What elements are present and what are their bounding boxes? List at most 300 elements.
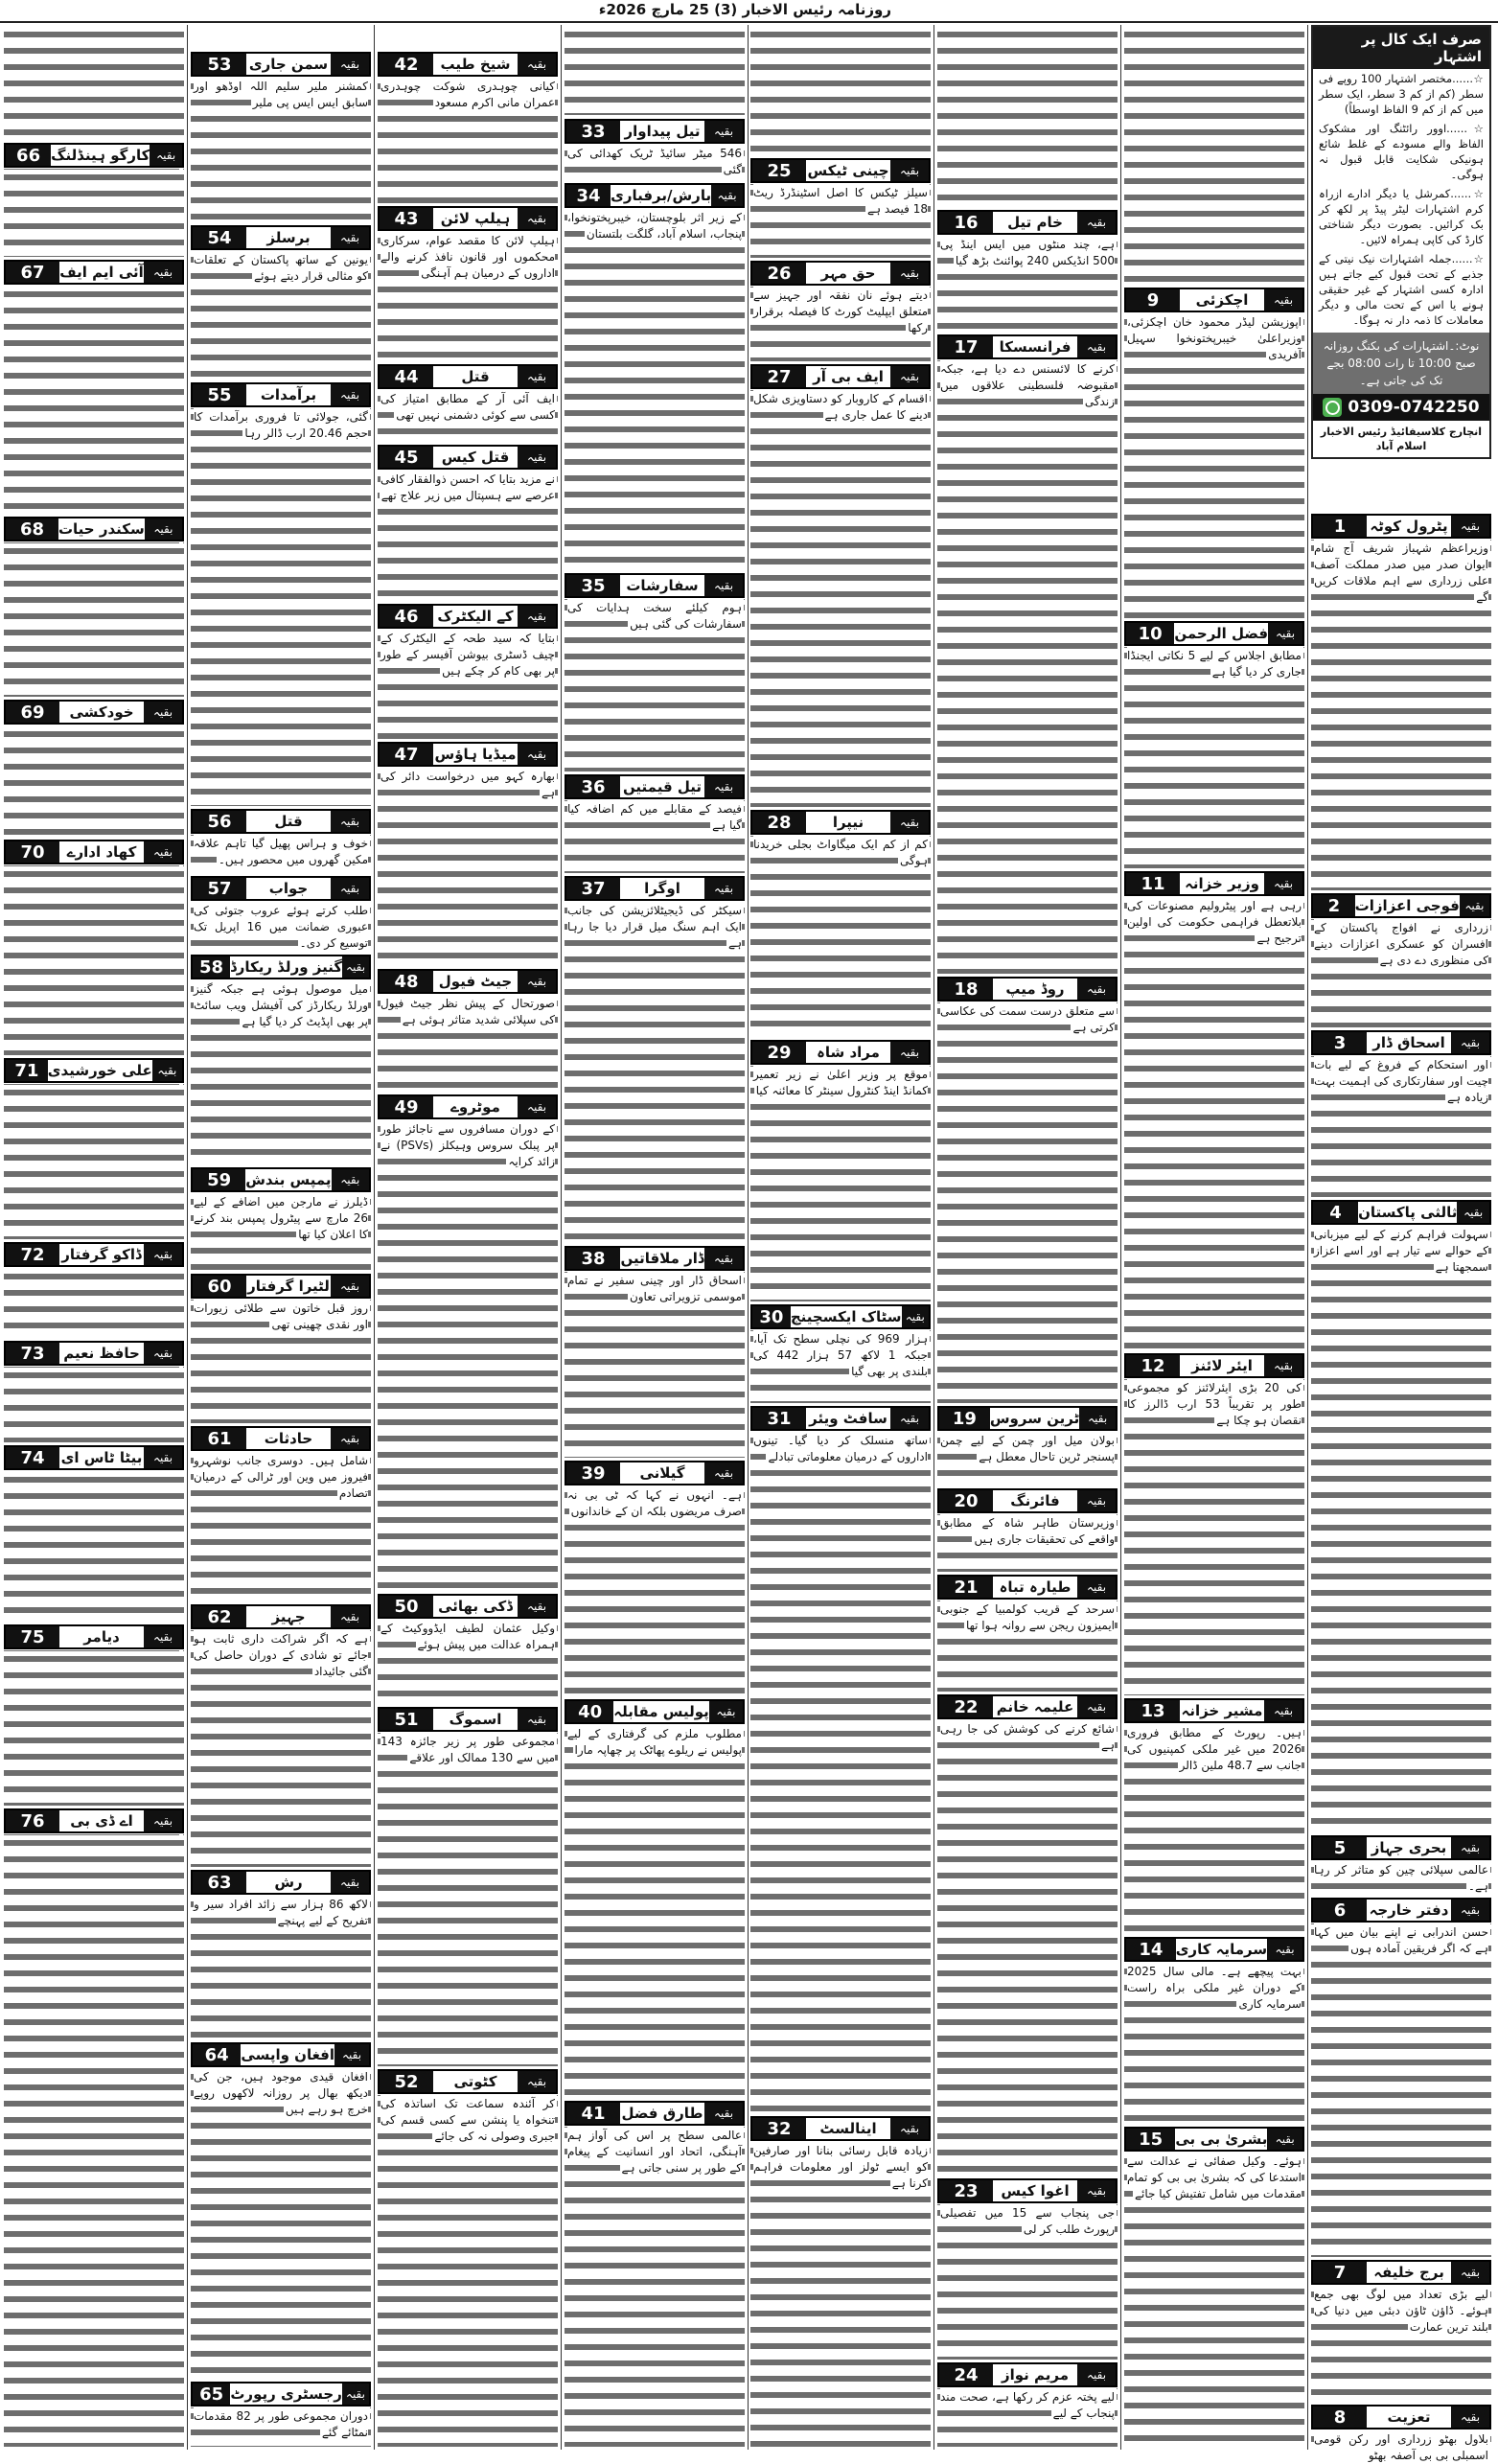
continued-label: بقیہ [1457,1202,1489,1223]
section-body [4,1834,184,2447]
column-divider [187,25,188,2450]
section-number: 23 [939,2180,993,2201]
continued-label: بقیہ [1267,1939,1302,1960]
continued-label: بقیہ [1268,623,1302,644]
section-body [4,1367,184,1442]
section-heading-bar [378,604,558,629]
news-continuation-section [191,382,371,806]
news-continuation-section [937,977,1118,1403]
continued-label: بقیہ [704,776,743,797]
section-body [565,2127,745,2447]
section-title: قتل کیس [441,449,510,466]
news-continuation-section [565,774,745,873]
section-body-text: شامل ہیں۔ دوسری جانب نوشہرو فیروز میں وین اور ٹرالی کے درمیان تصادم [194,1454,368,1500]
section-heading-bar [565,876,745,901]
section-number: 36 [566,776,620,797]
section-heading-bar [4,1341,184,1366]
section-title: گیلانی [639,1464,685,1482]
section-body [378,995,558,1092]
section-heading-bar [4,260,184,285]
section-title: اوگرا [644,880,680,897]
news-continuation-section [1311,514,1491,890]
section-body [750,836,931,1037]
section-body-text: بتایا کہ سید طحہ کے الیکٹرک کے چیف ڈسٹری بیوشن آفیسر کے طور پر بھی کام کر چکے ہیں [380,632,555,678]
section-title: موٹروے [450,1098,500,1116]
news-continuation-section [378,445,558,601]
section-body-text: وزیراعظم شہباز شریف آج شام ایوان صدر میں صدر مملکت آصف علی زرداری سے اہم ملاقات کریں گے [1314,541,1488,604]
section-body [1311,2430,1491,2462]
continued-label: بقیہ [704,878,743,899]
ad-footer: انچارج کلاسیفائیڈ رئیس الاخبار اسلام آباد [1320,426,1483,452]
continued-label: بقیہ [704,1462,743,1484]
classified-ad-box [1311,25,1491,459]
section-body [750,1330,931,1403]
news-continuation-section [378,2069,558,2447]
continued-label: بقیہ [342,956,369,978]
news-continuation-section [750,1040,931,1301]
section-body-text: ہیلپ لائن کا مقصد عوام، سرکاری محکموں اور قانون نافذ کرنے والے اداروں کے درمیان ہم آہنگی [380,234,555,280]
column-5 [565,25,745,2450]
continued-label: بقیہ [1077,1696,1116,1717]
news-continuation-section [750,261,931,361]
section-body [4,1650,184,1806]
section-title: بحری جہاز [1371,1839,1447,1856]
section-body-text: شائع کرنے کی کوشش کی جا رہی ہے [940,1722,1115,1752]
section-number: 24 [939,2364,993,2385]
section-heading-bar [937,210,1118,235]
section-heading-bar [378,1594,558,1619]
section-body [750,390,931,807]
section-body [378,232,558,361]
news-continuation-section [1124,2127,1304,2447]
continued-label: بقیہ [144,1447,182,1468]
section-heading-bar [1124,871,1304,896]
section-number: 45 [380,447,433,468]
section-number: 5 [1313,1837,1367,1858]
section-body [1124,1724,1304,1934]
section-heading-bar [378,445,558,470]
section-title: خام تیل [1007,214,1063,231]
section-body-text: عالمی سطح پر اس کی آواز ہم آہنگی، اتحاد اور انسانیت کے پیغام کے طور پر سنی جاتی ہے [567,2129,742,2175]
continued-label: بقیہ [144,1810,182,1831]
section-title: برج خلیفہ [1373,2264,1444,2281]
continued-text-block [750,27,931,154]
section-body-text: لیے پختہ عزم کر رکھا ہے، صحت مند پنجاب کے لیے [940,2390,1115,2420]
section-body [191,835,371,873]
ad-rule-item: ☆......کمرشل یا دیگر ادارے ازراہ کرم اشتہارات لیٹر پیڈ پر لکھ کر بک کرائیں۔ بصورت دیگر شناختی کارڈ کی کاپی ہمراہ لائیں۔ [1319,187,1484,246]
section-body-text: ایف آئی آر کے مطابق امتیاز کی کسی سے کوئی دشمنی نہیں تھی [380,392,555,422]
section-body [937,236,1118,332]
section-title: اینالسٹ [819,2120,877,2137]
section-body-text: ہوم کیلئے سخت ہدایات کی سفارشات کی گئی ہیں [567,601,742,631]
section-body-text: اسحاق ڈار اور چینی سفیر نے تمام موسمی تزویراتی تعاون [567,1274,742,1303]
section-title: علیمہ خانم [996,1698,1074,1716]
continued-label: بقیہ [1077,1490,1116,1511]
section-title: آئی ایم ایف [59,264,144,281]
section-number: 22 [939,1696,993,1717]
section-body [750,287,931,361]
section-number: 10 [1126,623,1174,644]
column-1 [1311,25,1491,2462]
news-continuation-section [4,840,184,1055]
news-continuation-section [4,1445,184,1622]
section-body [750,1066,931,1301]
section-title: برسلز [266,229,311,246]
section-number: 13 [1126,1700,1180,1721]
whatsapp-icon [1323,398,1342,417]
section-body [191,2068,371,2379]
section-number: 50 [380,1596,433,1617]
section-body [1124,1963,1304,2124]
section-number: 53 [193,54,246,75]
column-divider [374,25,375,2450]
news-continuation-section [4,1341,184,1442]
section-heading-bar [565,774,745,799]
continued-label: بقیہ [331,54,369,75]
section-body [565,1725,745,2098]
continued-label: بقیہ [1264,1700,1302,1721]
section-body [937,1720,1118,2176]
continued-label: بقیہ [1077,979,1116,1000]
continued-label: بقیہ [890,1408,929,1429]
section-body-text: دوران مجموعی طور پر 82 مقدمات نمٹائے گئے [194,2409,368,2439]
continued-label: بقیہ [518,2071,556,2092]
section-body-text: نے مزید بتایا کہ احسن ذوالفقار کافی عرصے سے ہسپتال میں زیر علاج تھے [380,472,555,502]
news-continuation-section [191,2042,371,2379]
news-continuation-section [378,604,558,739]
section-body [1124,313,1304,618]
section-title: اغوا کیس [1001,2182,1070,2199]
section-number: 63 [193,1872,246,1893]
news-continuation-section [191,1274,371,1423]
news-continuation-section [750,364,931,807]
masthead [0,0,1498,23]
section-body-text: افغان قیدی موجود ہیں، جن کی دیکھ بھال پر روزانہ لاکھوں روپے خرچ ہو رہے ہیں [194,2070,368,2116]
section-number: 60 [193,1276,246,1297]
continued-label: بقیہ [331,384,369,405]
section-number: 32 [752,2118,806,2139]
section-body [378,390,558,442]
section-heading-bar [1124,621,1304,646]
section-title: تیل قیمتیں [622,778,703,795]
section-body [750,1432,931,2113]
section-body-text: عالمی سپلائی چین کو متاثر کر رہا ہے۔ [1314,1863,1488,1893]
section-body-text: گئی، جولائی تا فروری برآمدات کا حجم 20.46 ارب ڈالر رہا [194,410,368,440]
continued-label: بقیہ [1267,2129,1302,2150]
section-number: 16 [939,212,993,233]
section-heading-bar [1124,1937,1304,1962]
section-body [937,2204,1118,2360]
news-continuation-section [378,52,558,203]
section-heading-bar [1124,2127,1304,2152]
section-body-text: کرنے کا لائسنس دے دیا ہے، جبکہ مقبوضہ فلسطینی علاقوں میں زندگی [940,362,1115,408]
section-heading-bar [750,1406,931,1431]
news-continuation-section [1311,2405,1491,2462]
section-number: 71 [6,1060,48,1081]
section-title: سافٹ ویئر [809,1410,887,1427]
section-body [378,1733,558,2066]
section-title: رش [274,1874,303,1891]
section-heading-bar [565,119,745,144]
section-body [191,1300,371,1423]
continued-label: بقیہ [1451,2406,1489,2428]
section-number: 54 [193,227,246,248]
column-3 [937,25,1118,2450]
section-heading-bar [565,1461,745,1485]
section-body-text: صورتحال کے پیش نظر جیٹ فیول کی سپلائی شدید متاثر ہوئی ہے [380,997,555,1026]
column-divider [561,25,562,2450]
section-title: وزیر خزانہ [1185,875,1259,892]
section-title: جیٹ فیول [438,973,513,990]
section-title: حافظ نعیم [63,1345,140,1362]
section-heading-bar [4,1445,184,1470]
section-title: کے الیکٹرک [437,608,514,625]
section-heading-bar [378,364,558,389]
section-body [1124,2153,1304,2447]
section-heading-bar [191,1426,371,1451]
section-number: 27 [752,366,806,387]
section-body [937,360,1118,974]
section-body [1124,1379,1304,1695]
section-body [4,1268,184,1338]
continued-label: بقیہ [518,366,556,387]
section-number: 3 [1313,1032,1367,1053]
section-number: 20 [939,1490,993,1511]
news-continuation-section [191,1604,371,1867]
section-number: 52 [380,2071,433,2092]
section-title: ٹرین سروس [989,1410,1080,1427]
section-heading-bar [378,52,558,77]
news-continuation-section [4,517,184,697]
continued-label: بقیہ [150,145,182,166]
section-title: مشیر خزانہ [1181,1702,1263,1719]
section-number: 58 [193,956,230,978]
section-heading-bar [937,2362,1118,2387]
section-title: فرانسسکا [999,338,1072,356]
section-body-text: سرحد کے قریب کولمبیا کے جنوبی ایمیزون ریجن سے روانہ ہوا تھا [940,1602,1115,1632]
section-number: 8 [1313,2406,1367,2428]
section-body [191,78,371,222]
section-heading-bar [1311,1898,1491,1923]
section-body [4,286,184,514]
news-continuation-section [937,210,1118,332]
section-title: ایئر لائنز [1191,1357,1253,1374]
section-heading-bar [1311,1030,1491,1055]
section-body-text: مطابق اجلاس کے لیے 5 نکاتی ایجنڈا جاری کر دیا گیا ہے [1127,649,1302,679]
section-heading-bar [1311,893,1491,918]
section-title: طیارہ تباہ [999,1578,1072,1596]
continued-label: بقیہ [144,702,182,723]
ad-rule-item: ☆......اوور رائٹنگ اور مشکوک الفاظ والے مسودے کے غلط شائع ہونیکی شکایت قابل قبول نہ ہوگی۔ [1319,122,1484,181]
news-continuation-section [191,1167,371,1271]
section-heading-bar [4,517,184,541]
section-heading-bar [378,1094,558,1119]
section-body [191,408,371,806]
ad-title: صرف ایک کال پر اشتہار [1313,27,1489,69]
news-continuation-section [191,1426,371,1601]
section-body-text: خوف و ہراس پھیل گیا تاہم علاقہ مکین گھروں میں محصور ہیں۔ [194,837,368,866]
section-body-text: روز قبل خاتون سے طلائی زیورات اور نقدی چھینی تھی [194,1301,368,1331]
section-number: 75 [6,1626,59,1647]
news-continuation-section [378,1094,558,1591]
section-title: اسحاق ڈار [1372,1034,1445,1051]
section-title: اسموگ [449,1711,502,1728]
section-title: روڈ میپ [1005,980,1065,998]
section-body-text: کے زیر اثر بلوچستان، خیبرپختونخوا، پنجاب، اسلام آباد، گلگت بلتستان [567,211,742,241]
section-number: 74 [6,1447,59,1468]
section-heading-bar [191,1167,371,1192]
section-title: سمن جاری [248,56,329,73]
continued-text-block [4,27,184,139]
ad-phone-number[interactable]: 0309-0742250 [1348,398,1480,417]
section-number: 76 [6,1810,59,1831]
ad-rule-item: ☆......جملہ اشتہارات نیک نیتی کے جذبے کے تحت قبول کیے جاتے ہیں ادارہ کسی اشتہار کے غیر حقیقی ہونے یا اس کے تحت مالی و دیگر معاملات کا ذمہ دار نہ ہوگا۔ [1319,252,1484,327]
section-title: ایف بی آر [813,368,884,385]
section-body [191,902,371,952]
section-title: کٹوتی [453,2073,497,2090]
section-heading-bar [937,2178,1118,2203]
section-heading-bar [191,225,371,250]
section-heading-bar [1311,2405,1491,2429]
section-heading-bar [937,1406,1118,1431]
section-number: 51 [380,1709,433,1730]
continued-label: بقیہ [144,841,182,863]
section-heading-bar [937,977,1118,1002]
news-continuation-section [378,364,558,442]
news-continuation-section [937,1575,1118,1692]
section-title: بیٹا ٹاس ای [60,1449,143,1466]
section-title: پٹرول کوٹہ [1370,518,1448,535]
section-body-text: اور استحکام کے فروغ کے لیے بات چیت اور سفارتکاری کی اہمیت بہت زیادہ ہے [1314,1058,1488,1104]
section-number: 11 [1126,873,1180,894]
section-heading-bar [191,1274,371,1299]
continued-label: بقیہ [1264,1355,1302,1376]
news-continuation-section [565,183,745,570]
section-number: 42 [380,54,433,75]
section-body-text: کر آئندہ سماعت تک اساتذہ کی تنخواہ یا پنشن سے کسی قسم کی جبری وصولی نہ کی جائے [380,2097,555,2143]
section-body-text: کمشنر ملیر سلیم اللہ اوڈھو اور سابق ایس ایس پی ملیر [194,80,368,109]
section-heading-bar [1124,1353,1304,1378]
section-title: فائرنگ [1010,1492,1060,1509]
section-body-text: دیتے ہوئے نان نفقہ اور جہیز سے متعلق ایپلیٹ کورٹ کا فیصلہ برقرار رکھا [753,288,928,334]
section-body-text: بولان میل اور چمن کے لیے چمن پسنجر ٹرین تاحال معطل ہے [940,1434,1115,1463]
section-body [378,78,558,203]
section-body-text: ساتھ منسلک کر دیا گیا۔ تینوں اداروں کے درمیان معلوماتی تبادلے [753,1434,928,1463]
section-body-text: زیادہ قابل رسائی بنانا اور صارفین کو ایسے ٹولز اور معلومات فراہم کرنا ہے [753,2144,928,2190]
section-title: برآمدات [260,386,317,403]
section-title: مریم نواز [1001,2366,1070,2383]
section-number: 43 [380,208,433,229]
section-title: تعزیت [1387,2408,1431,2426]
section-body-text: رہی ہے اور پیٹرولیم مصنوعات کی بلاتعطل فراہمی حکومت کی اولین ترجیح ہے [1127,899,1302,945]
section-body-text: 546 میٹر سائیڈ ٹریک کھدائی کی گئی [567,147,742,176]
section-heading-bar [750,1304,931,1329]
section-body [378,768,558,966]
section-body [565,599,745,771]
section-body [378,630,558,739]
section-title: ڈاکو گرفتار [61,1246,142,1263]
continued-label: بقیہ [332,1169,369,1190]
section-body [750,184,931,258]
section-body-text: ہیں۔ رپورٹ کے مطابق فروری 2026 میں غیر ملکی کمپنیوں کی جانب سے 48.7 ملین ڈالر [1127,1726,1302,1772]
section-heading-bar [191,1604,371,1629]
news-continuation-section [191,52,371,222]
news-continuation-section [565,573,745,771]
section-number: 49 [380,1096,433,1117]
ad-phone-bar[interactable] [1313,394,1489,421]
section-title: ثالثی پاکستان [1358,1204,1458,1221]
section-body-text: اقسام کے کاروبار کو دستاویزی شکل دینے کا عمل جاری ہے [753,392,928,422]
section-body [937,1600,1118,1692]
continued-label: بقیہ [144,262,182,283]
news-continuation-section [937,1488,1118,1572]
continued-label: بقیہ [1079,1408,1116,1429]
section-body [191,1630,371,1867]
continued-label: بقیہ [342,2383,369,2405]
news-continuation-section [937,1406,1118,1485]
section-number: 1 [1313,516,1367,537]
continued-label: بقیہ [890,366,929,387]
section-number: 57 [193,878,246,899]
section-heading-bar [1311,2260,1491,2285]
news-continuation-section [565,2101,745,2447]
continued-label: بقیہ [1451,1837,1489,1858]
news-continuation-section [191,225,371,380]
section-number: 64 [193,2044,241,2065]
section-number: 9 [1126,289,1180,311]
section-body-text: لیے بڑی تعداد میں لوگ بھی جمع ہوئے۔ ڈاؤن ٹاؤن دبئی میں دنیا کی بلند ترین عمارت [1314,2288,1488,2334]
column-6 [378,25,558,2450]
section-heading-bar [4,1242,184,1267]
column-divider [1120,25,1121,2450]
section-body [191,980,371,1164]
section-heading-bar [378,1707,558,1732]
section-body-text: جی پنجاب سے 15 میں تفصیلی رپورٹ طلب کر لی [940,2206,1115,2236]
section-title: خودکشی [69,703,134,721]
section-number: 37 [566,878,620,899]
news-continuation-section [750,2116,931,2447]
section-title: نیپرا [832,814,864,831]
continued-label: بقیہ [331,878,369,899]
section-body [378,2095,558,2447]
section-body-text: ہے، چند منٹوں میں ایس اینڈ پی 500 انڈیکس 240 پوائنٹ بڑھ گیا [940,238,1115,267]
section-title: تیل پیداوار [624,123,701,140]
ad-booking-note: نوٹ:۔اشتہارات کی بکنگ روزانہ صبح 10:00 تا رات 08:00 بجے تک کی جاتی ہے۔ [1313,333,1489,394]
news-continuation-section [565,1461,745,1696]
masthead-date-line: روزنامہ رئیس الاخبار (3) 25 مارچ 2026ء [598,1,891,18]
continued-label: بقیہ [331,1606,369,1627]
news-continuation-section [191,876,371,952]
section-number: 4 [1313,1202,1358,1223]
section-number: 59 [193,1169,245,1190]
continued-label: بقیہ [711,185,743,206]
section-body [565,902,745,1243]
section-heading-bar [565,2101,745,2126]
section-title: سٹاک ایکسچینج [790,1308,902,1325]
section-title: جہیز [271,1608,306,1625]
continued-label: بقیہ [152,1060,182,1081]
section-body-text: ہے۔ انہوں نے کہا کہ ٹی بی نہ صرف مریضوں بلکہ ان کے خاندانوں [567,1488,742,1518]
section-number: 40 [566,1701,613,1722]
continued-label: بقیہ [145,518,182,540]
section-title: علی خورشیدی [47,1062,152,1079]
news-continuation-section [937,334,1118,974]
continued-label: بقیہ [331,811,369,832]
section-number: 62 [193,1606,246,1627]
section-title: ڈار ملاقاتیں [620,1250,704,1267]
section-number: 65 [193,2383,230,2405]
news-continuation-section [378,969,558,1092]
